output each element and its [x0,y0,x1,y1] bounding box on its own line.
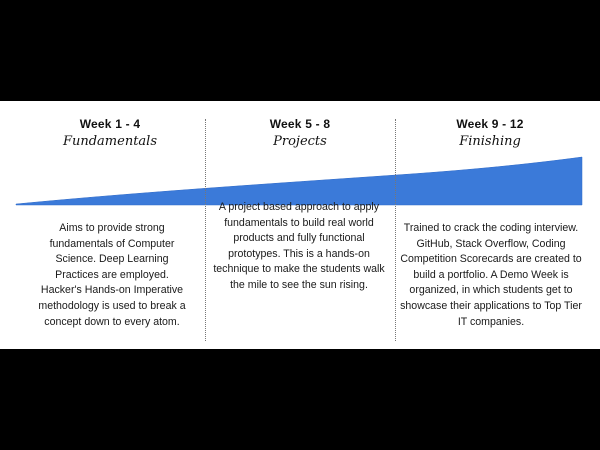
phase-projects [205,101,395,349]
phase-title: Projects [273,134,327,149]
phase-weeks: Week 9 - 12 [456,117,524,131]
phase-title: Finishing [459,134,521,149]
phase-description: Trained to crack the coding interview. GitHub, Stack Overflow, Coding Competition Scorecards are created to build a portfolio. A Demo Week is organized, in which students get to showcase their applications to Top Tier IT companies. [400,222,582,328]
phase-description: A project based approach to apply fundamentals to build real world products and fully functional prototypes. This is a hands-on technique to make the students walk the mile to see the sun rising. [213,201,385,291]
timeline-slide [0,101,600,349]
phase-title: Fundamentals [62,134,158,149]
phase-fundamentals [16,101,204,349]
phase-finishing [395,101,585,349]
phase-description: Aims to provide strong fundamentals of Computer Science. Deep Learning Practices are employed. Hacker's Hands-on Imperative methodology is used to break a concept down to every atom. [38,222,186,328]
phase-weeks: Week 5 - 8 [269,117,331,131]
phase-weeks: Week 1 - 4 [79,117,141,131]
